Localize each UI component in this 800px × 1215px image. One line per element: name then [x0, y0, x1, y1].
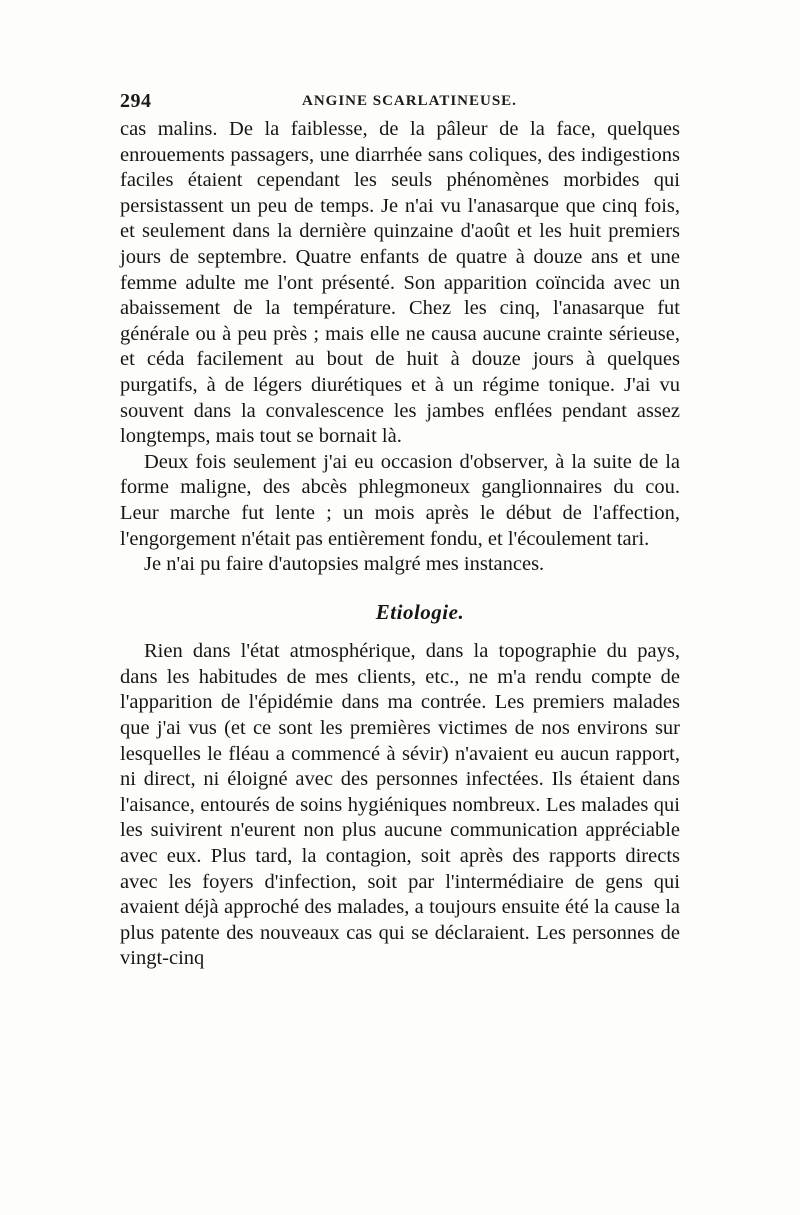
- section-title-etiologie: Etiologie.: [375, 599, 465, 624]
- page-header: [120, 90, 680, 118]
- paragraph-autopsies: Je n'ai pu faire d'autopsies malgré mes instances.: [144, 553, 545, 576]
- page-body: [120, 117, 680, 972]
- running-title: ANGINE SCARLATINEUSE.: [302, 93, 517, 109]
- page-number: 294: [120, 90, 152, 112]
- paragraph-abscesses: Deux fois seulement j'ai eu occasion d'observer, à la suite de la forme maligne, des abcès phlegmoneux ganglionnaires du cou. Leur marche fut lente ; un mois après le début de l'affection, l'engorgement n'était pas entièrement fondu, et l'écoulement tari.: [120, 450, 680, 550]
- paragraph-continued: cas malins. De la faiblesse, de la pâleur de la face, quelques enrouements passagers, une diarrhée sans coliques, des indigestions faciles étaient cependant les seuls phénomènes morbides qui persistassent un peu de temps. Je n'ai vu l'anasarque que cinq fois, et seulement dans la dernière quinzaine d'août et les huit premiers jours de septembre. Quatre enfants de quatre à douze ans et une femme adulte me l'ont présenté. Son apparition coïncida avec un abaissement de la température. Chez les cinq, l'anasarque fut générale ou à peu près ; mais elle ne causa aucune crainte sérieuse, et céda facilement au bout de huit à douze jours à quelques purgatifs, à de légers diurétiques et à un régime tonique. J'ai vu souvent dans la convalescence les jambes enflées pendant assez longtemps, mais tout se bornait là.: [120, 118, 680, 448]
- paragraph-etiology: Rien dans l'état atmosphérique, dans la topographie du pays, dans les habitudes de mes clients, etc., ne m'a rendu compte de l'apparition de l'épidémie dans ma contrée. Les premiers malades que j'ai vus (et ce sont les premières victimes de nos environs sur lesquelles le fléau a commencé à sévir) n'avaient eu aucun rapport, ni direct, ni éloigné avec des personnes infectées. Ils étaient dans l'aisance, entourés de soins hygiéniques nombreux. Les malades qui les suivirent n'eurent non plus aucune communication appréciable avec eux. Plus tard, la contagion, soit après des rapports directs avec les foyers d'infection, soit par l'intermédiaire de gens qui avaient déjà approché des malades, a toujours ensuite été la cause la plus patente des nouveaux cas qui se déclaraient. Les personnes de vingt-cinq: [120, 640, 680, 970]
